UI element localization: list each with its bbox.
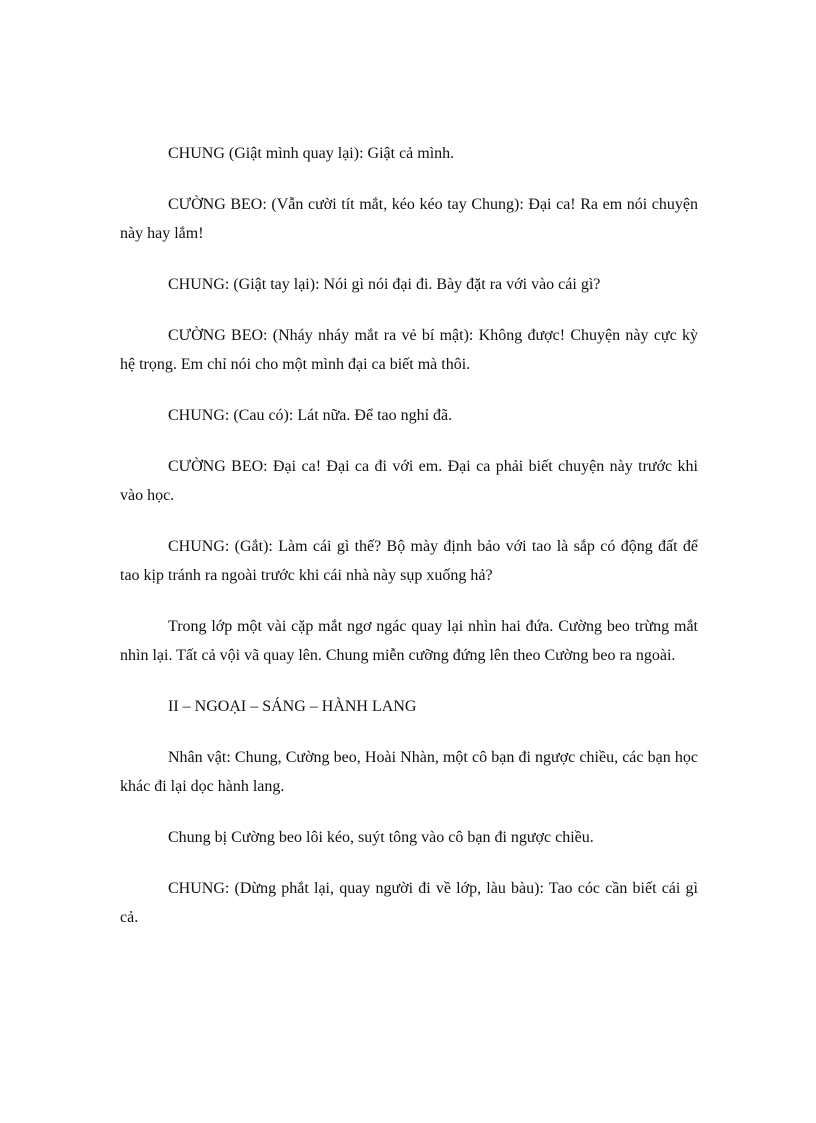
paragraph-7: CHUNG: (Gắt): Làm cái gì thế? Bộ mày định bảo với tao là sắp có động đất để tao kịp tránh ra ngoài trước khi cái nhà này sụp xuống hả? bbox=[120, 538, 698, 584]
paragraph-12: CHUNG: (Dừng phắt lại, quay người đi về lớp, làu bàu): Tao cóc cần biết cái gì cả. bbox=[120, 880, 698, 926]
paragraph-4: CƯỜNG BEO: (Nháy nháy mắt ra vẻ bí mật): Không được! Chuyện này cực kỳ hệ trọng. Em chỉ nói cho một mình đại ca biết mà thôi. bbox=[120, 327, 698, 373]
scene-heading: II – NGOẠI – SÁNG – HÀNH LANG bbox=[168, 698, 417, 715]
paragraph-8: Trong lớp một vài cặp mắt ngơ ngác quay lại nhìn hai đứa. Cường beo trừng mắt nhìn lại. Tất cả vội vã quay lên. Chung miễn cưỡng đứng lên theo Cường beo ra ngoài. bbox=[120, 618, 698, 664]
paragraph-6: CƯỜNG BEO: Đại ca! Đại ca đi với em. Đại ca phải biết chuyện này trước khi vào học. bbox=[120, 458, 698, 504]
paragraph-5: CHUNG: (Cau có): Lát nữa. Để tao nghỉ đã. bbox=[168, 407, 453, 424]
paragraph-1: CHUNG (Giật mình quay lại): Giật cả mình. bbox=[168, 145, 455, 162]
script-text bbox=[120, 139, 698, 954]
paragraph-11: Chung bị Cường beo lôi kéo, suýt tông vào cô bạn đi ngược chiều. bbox=[168, 829, 594, 846]
paragraph-2: CƯỜNG BEO: (Vẫn cười tít mắt, kéo kéo tay Chung): Đại ca! Ra em nói chuyện này hay lắm! bbox=[120, 196, 698, 242]
paragraph-3: CHUNG: (Giật tay lại): Nói gì nói đại đi. Bày đặt ra với vào cái gì? bbox=[168, 276, 601, 293]
paragraph-10: Nhân vật: Chung, Cường beo, Hoài Nhàn, một cô bạn đi ngược chiều, các bạn học khác đi lại dọc hành lang. bbox=[120, 749, 698, 795]
